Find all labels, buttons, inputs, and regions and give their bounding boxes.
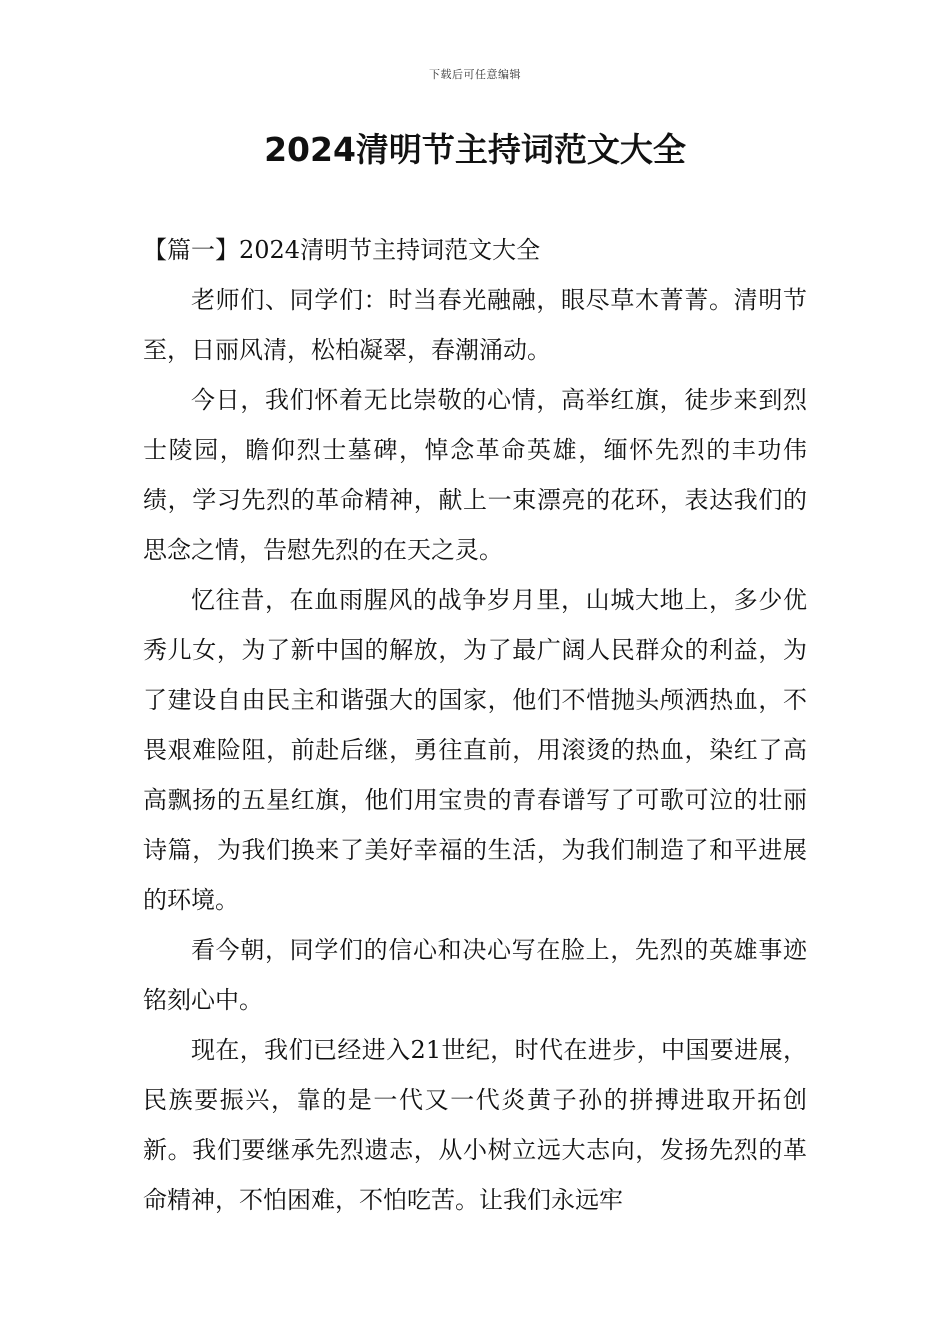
paragraph-3: 忆往昔，在血雨腥风的战争岁月里，山城大地上，多少优秀儿女，为了新中国的解放，为了最广阔人民群众的利益，为了建设自由民主和谐强大的国家，他们不惜抛头颅洒热血，不畏艰难险阻，前赴后继，勇往直前，用滚烫的热血，染红了高高飘扬的五星红旗，他们用宝贵的青春谱写了可歌可泣的壮丽诗篇，为我们换来了美好幸福的生活，为我们制造了和平进展的环境。 — [143, 586, 807, 914]
section-heading: 【篇一】2024清明节主持词范文大全 — [143, 236, 541, 264]
header-note: 下载后可任意编辑 — [429, 68, 521, 81]
paragraph-1: 老师们、同学们：时当春光融融，眼尽草木菁菁。清明节至，日丽风清，松柏凝翠，春潮涌动。 — [143, 286, 807, 364]
paragraph-4: 看今朝，同学们的信心和决心写在脸上，先烈的英雄事迹铭刻心中。 — [143, 936, 807, 1014]
paragraph-2: 今日，我们怀着无比崇敬的心情，高举红旗，徒步来到烈士陵园，瞻仰烈士墓碑，悼念革命英雄，缅怀先烈的丰功伟绩，学习先烈的革命精神，献上一束漂亮的花环，表达我们的思念之情，告慰先烈的在天之灵。 — [143, 386, 807, 564]
paragraph-5: 现在，我们已经进入21世纪，时代在进步，中国要进展，民族要振兴，靠的是一代又一代炎黄子孙的拼搏进取开拓创新。我们要继承先烈遗志，从小树立远大志向，发扬先烈的革命精神，不怕困难，不怕吃苦。让我们永远牢 — [143, 1036, 807, 1214]
document-body — [143, 225, 807, 1225]
document-title: 2024清明节主持词范文大全 — [264, 130, 686, 169]
